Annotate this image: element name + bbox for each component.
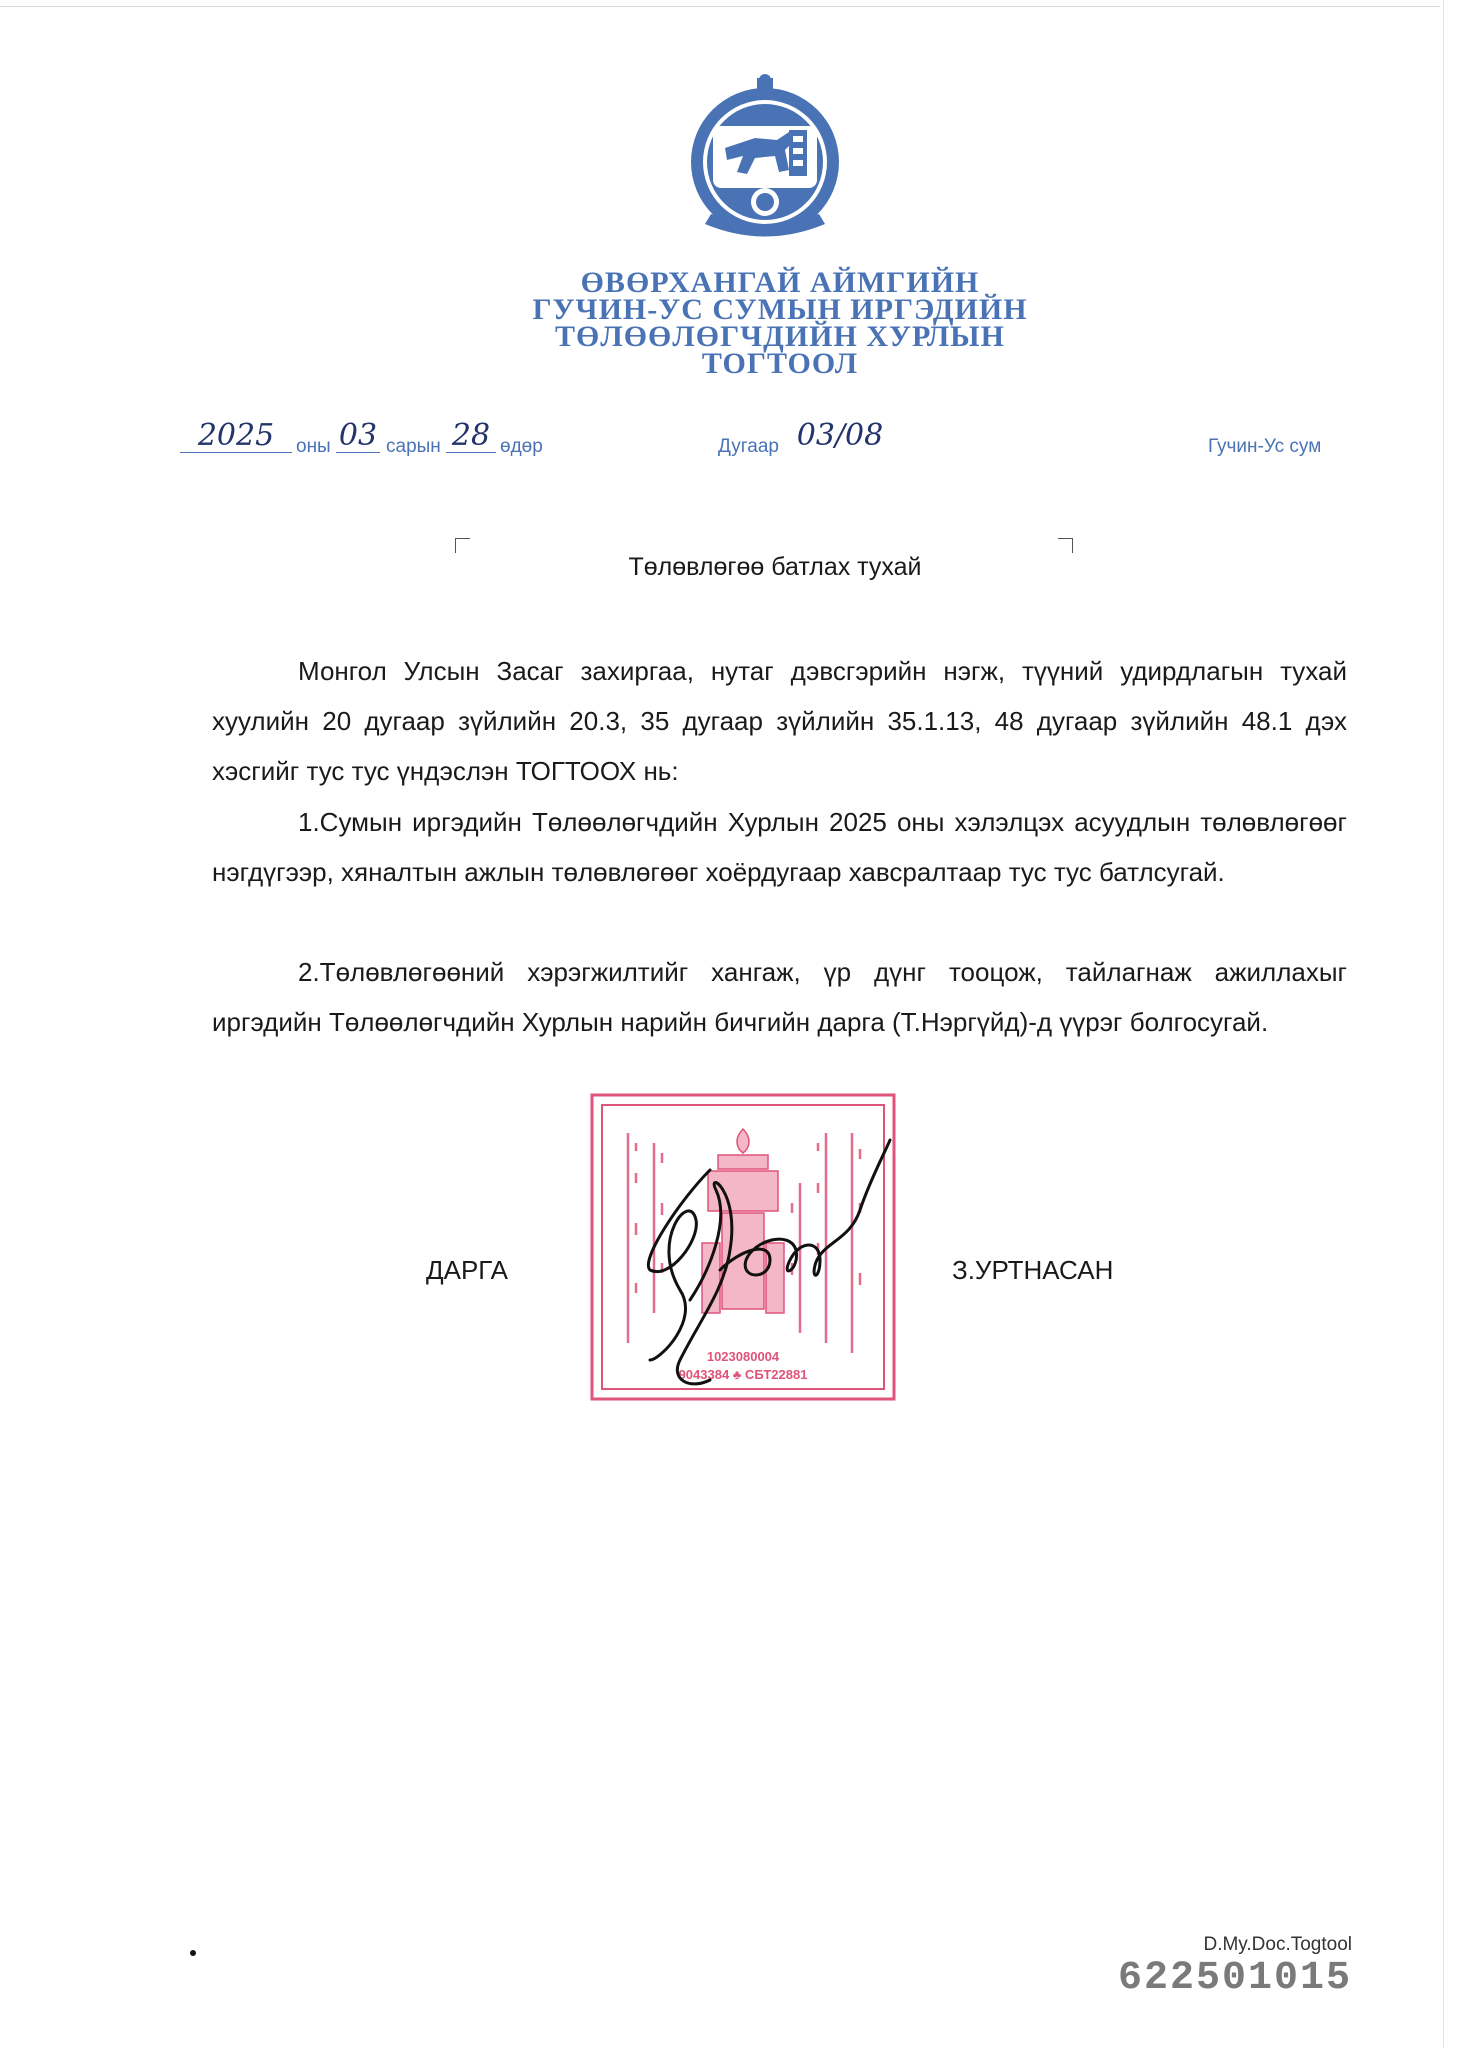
document-title: Төлөвлөгөө батлах тухай [628,553,922,581]
header-line-4: ТОГТООЛ [701,347,859,380]
date-year-label: оны [296,436,331,457]
scan-edge-top [0,6,1440,7]
title-corner-left [455,538,470,553]
date-year: 2025 [180,420,292,453]
scan-dot [190,1950,196,1956]
date-month: 03 [336,420,380,453]
seal-code-line: 9043384 ♣ СБТ22881 [678,1367,808,1382]
paragraph-preamble: Монгол Улсын Засаг захиргаа, нутаг дэвсгэрийн нэгж, түүний удирдлагын тухай хуулийн 20 дугаар зүйлийн 20.3, 35 дугаар зүйлийн 35.1.13, 48 дугаар зүйлийн 48.1 дэх хэсгийг тус тус үндэслэн ТОГТООХ нь: [212,656,1347,786]
state-emblem-icon [685,74,845,244]
date-day-label: өдөр [500,436,543,457]
signatory-position: ДАРГА [426,1255,508,1285]
header-line-3: ТӨЛӨӨЛӨГЧДИЙН ХУРЛЫН [555,320,1005,353]
number-label: Дугаар [718,436,779,457]
date-day: 28 [446,420,496,453]
place-name: Гучин-Ус сум [1208,436,1322,457]
seal-registration-number: 1023080004 [706,1349,780,1364]
header-line-1: ӨВӨРХАНГАЙ АЙМГИЙН [580,266,980,299]
document-serial-number: 622501015 [1117,1956,1352,2001]
handwritten-signature [620,1130,900,1400]
signatory-name: З.УРТНАСАН [952,1255,1114,1285]
paragraph-item-2: 2.Төлөвлөгөөний хэрэгжилтийг хангаж, үр дүнг тооцож, тайлагнаж ажиллахыг иргэдийн Төлөөлөгчдийн Хурлын нарийн бичгийн дарга (Т.Нэргүйд)-д үүрэг болгосугай. [212,957,1347,1037]
paragraph-item-1: 1.Сумын иргэдийн Төлөөлөгчдийн Хурлын 2025 оны хэлэлцэх асуудлын төлөвлөгөөг нэгдүгээр, хяналтын ажлын төлөвлөгөөг хоёрдугаар хавсралтаар тус тус батлсугай. [212,807,1347,887]
date-month-label: сарын [386,436,441,457]
header-line-2: ГУЧИН-УС СУМЫН ИРГЭДИЙН [532,293,1028,326]
scan-edge-right [1443,0,1444,2048]
document-code: D.My.Doc.Togtool [1203,1934,1352,1955]
title-corner-right [1058,538,1073,553]
document-number: 03/08 [796,418,884,453]
